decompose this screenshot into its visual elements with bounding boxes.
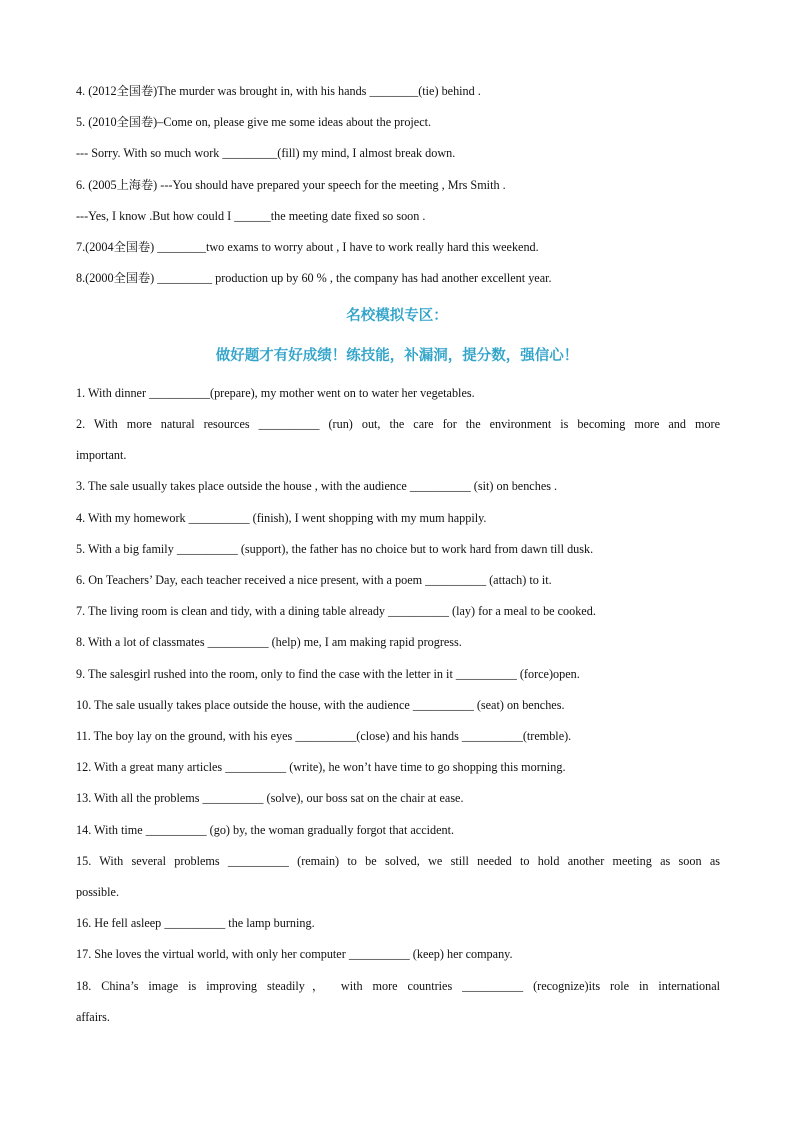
exercise-13: 13. With all the problems __________ (solve), our boss sat on the chair at ease. [76,791,464,805]
exercise-1: 1. With dinner __________(prepare), my mother went on to water her vegetables. [76,386,475,400]
exercise-6: 6. On Teachers’ Day, each teacher received a nice present, with a poem __________ (attach) to it. [76,573,552,587]
past-exam-item-6-reply: ---Yes, I know .But how could I ______the meeting date fixed so soon . [76,209,426,223]
exercise-18-continued: affairs. [76,1010,110,1024]
past-exam-item-6: 6. (2005上海卷) ---You should have prepared your speech for the meeting , Mrs Smith . [76,178,506,192]
past-exam-item-4: 4. (2012全国卷)The murder was brought in, with his hands ________(tie) behind . [76,84,481,98]
exercise-12: 12. With a great many articles __________ (write), he won’t have time to go shopping this morning. [76,760,566,774]
exercise-8: 8. With a lot of classmates __________ (help) me, I am making rapid progress. [76,635,462,649]
exercise-2: 2. With more natural resources __________ (run) out, the care for the environment is becoming more and more [76,417,720,431]
exercise-4: 4. With my homework __________ (finish), I went shopping with my mum happily. [76,511,487,525]
exercise-3: 3. The sale usually takes place outside the house , with the audience __________ (sit) on benches . [76,479,558,493]
exercise-18: 18. China’s image is improving steadily， with more countries __________ (recognize)its role in international [76,979,720,993]
past-exam-item-5: 5. (2010全国卷)–Come on, please give me some ideas about the project. [76,115,432,129]
exercise-11: 11. The boy lay on the ground, with his eyes __________(close) and his hands __________(tremble). [76,729,572,743]
exercise-15: 15. With several problems __________ (remain) to be solved, we still needed to hold another meeting as soon as [76,854,720,868]
exercise-14: 14. With time __________ (go) by, the woman gradually forgot that accident. [76,823,455,837]
section-subtitle: 做好题才有好成绩！练技能，补漏洞，提分数，强信心！ [215,348,579,364]
exercise-17: 17. She loves the virtual world, with only her computer __________ (keep) her company. [76,947,513,961]
exercise-9: 9. The salesgirl rushed into the room, only to find the case with the letter in it __________ (force)open. [76,667,580,681]
exercise-2-continued: important. [76,448,127,462]
section-title: 名校模拟专区： [346,308,448,324]
exercise-16: 16. He fell asleep __________ the lamp burning. [76,916,315,930]
exercise-10: 10. The sale usually takes place outside the house, with the audience __________ (seat) on benches. [76,698,565,712]
past-exam-item-7: 7.(2004全国卷) ________two exams to worry about , I have to work really hard this weekend. [76,240,539,254]
exercise-7: 7. The living room is clean and tidy, with a dining table already __________ (lay) for a meal to be cooked. [76,604,596,618]
exercise-5: 5. With a big family __________ (support), the father has no choice but to work hard from dawn till dusk. [76,542,594,556]
past-exam-item-8: 8.(2000全国卷) _________ production up by 60 % , the company has had another excellent year. [76,271,552,285]
exercise-15-continued: possible. [76,885,119,899]
past-exam-item-5-reply: --- Sorry. With so much work _________(fill) my mind, I almost break down. [76,146,456,160]
